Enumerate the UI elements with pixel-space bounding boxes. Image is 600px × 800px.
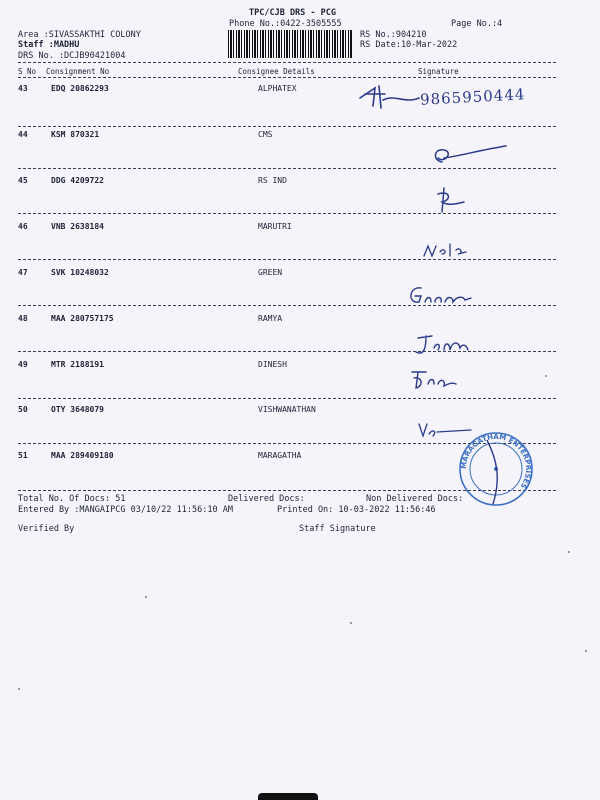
column-signature-header: Signature — [418, 67, 459, 76]
row-consignment: SVK 10248032 — [51, 268, 109, 277]
page-number: Page No.:4 — [451, 19, 503, 29]
row-divider — [18, 259, 556, 260]
row-consignment: DDG 4209722 — [51, 176, 104, 185]
row-sno: 51 — [18, 451, 28, 460]
scan-speck — [585, 650, 587, 652]
row-sno: 48 — [18, 314, 28, 323]
row-consignee: GREEN — [258, 268, 283, 277]
signature-48 — [412, 330, 472, 360]
row-consignment: EDQ 20862293 — [51, 84, 109, 93]
row-consignee: DINESH — [258, 360, 287, 369]
scan-edge-mark — [258, 793, 318, 800]
entered-by: Entered By :MANGAIPCG 03/10/22 11:56:10 AM — [18, 505, 233, 515]
staff-label: Staff :MADHU — [18, 40, 80, 50]
row-divider — [18, 305, 556, 306]
signature-47 — [405, 282, 475, 310]
scan-speck — [18, 688, 20, 690]
row-sno: 47 — [18, 268, 28, 277]
non-delivered-docs: Non Delivered Docs: — [366, 494, 464, 504]
row-consignment: MTR 2188191 — [51, 360, 104, 369]
document-title: TPC/CJB DRS - PCG — [249, 8, 336, 18]
scan-speck — [568, 551, 570, 553]
column-consignee-header: Consignee Details — [238, 67, 315, 76]
row-divider — [18, 351, 556, 352]
column-header-divider — [18, 77, 556, 78]
total-docs: Total No. Of Docs: 51 — [18, 494, 126, 504]
row-consignee: RAMYA — [258, 314, 283, 323]
row-consignee: VISHWANATHAN — [258, 405, 316, 414]
row-consignee: CMS — [258, 130, 273, 139]
row-consignment: MAA 280757175 — [51, 314, 114, 323]
row-consignee: RS IND — [258, 176, 287, 185]
delivered-docs: Delivered Docs: — [228, 494, 305, 504]
row-divider — [18, 126, 556, 127]
row-sno: 50 — [18, 405, 28, 414]
header-divider — [18, 62, 556, 63]
drs-number: DRS No. :DCJB90421004 — [18, 51, 126, 61]
row-sno: 46 — [18, 222, 28, 231]
row-sno: 49 — [18, 360, 28, 369]
area-label: Area :SIVASSAKTHI COLONY — [18, 30, 141, 40]
column-consignment-header: Consignment No — [46, 67, 110, 76]
row-divider — [18, 213, 556, 214]
column-sno-header: S No — [18, 67, 37, 76]
row-consignee: MARUTRI — [258, 222, 292, 231]
scan-speck — [350, 622, 352, 624]
row-consignment: OTY 3648079 — [51, 405, 104, 414]
scan-speck — [545, 375, 547, 377]
signature-46 — [420, 238, 470, 262]
handwritten-phone-number: 9865950444 — [419, 85, 526, 109]
rs-date: RS Date:10-Mar-2022 — [360, 40, 458, 50]
signature-49 — [408, 366, 458, 392]
row-sno: 43 — [18, 84, 28, 93]
printed-on: Printed On: 10-03-2022 11:56:46 — [277, 505, 436, 515]
signature-44 — [430, 140, 510, 170]
staff-signature-label: Staff Signature — [299, 524, 376, 534]
row-consignment: KSM 870321 — [51, 130, 100, 139]
row-consignee: ALPHATEX — [258, 84, 297, 93]
row-sno: 45 — [18, 176, 28, 185]
rs-number: RS No.:904210 — [360, 30, 427, 40]
row-sno: 44 — [18, 130, 28, 139]
verified-by-label: Verified By — [18, 524, 75, 534]
scan-speck — [145, 596, 147, 598]
barcode-image — [228, 30, 352, 58]
row-consignment: VNB 2638184 — [51, 222, 104, 231]
row-consignment: MAA 289409180 — [51, 451, 114, 460]
row-consignee: MARAGATHA — [258, 451, 302, 460]
company-stamp-seal — [457, 430, 535, 508]
stamp-text: MARAGATHAM ENTERPRISES — [459, 432, 533, 490]
signature-45 — [430, 184, 470, 216]
phone-number: Phone No.:0422-3505555 — [229, 19, 342, 29]
row-divider — [18, 398, 556, 399]
